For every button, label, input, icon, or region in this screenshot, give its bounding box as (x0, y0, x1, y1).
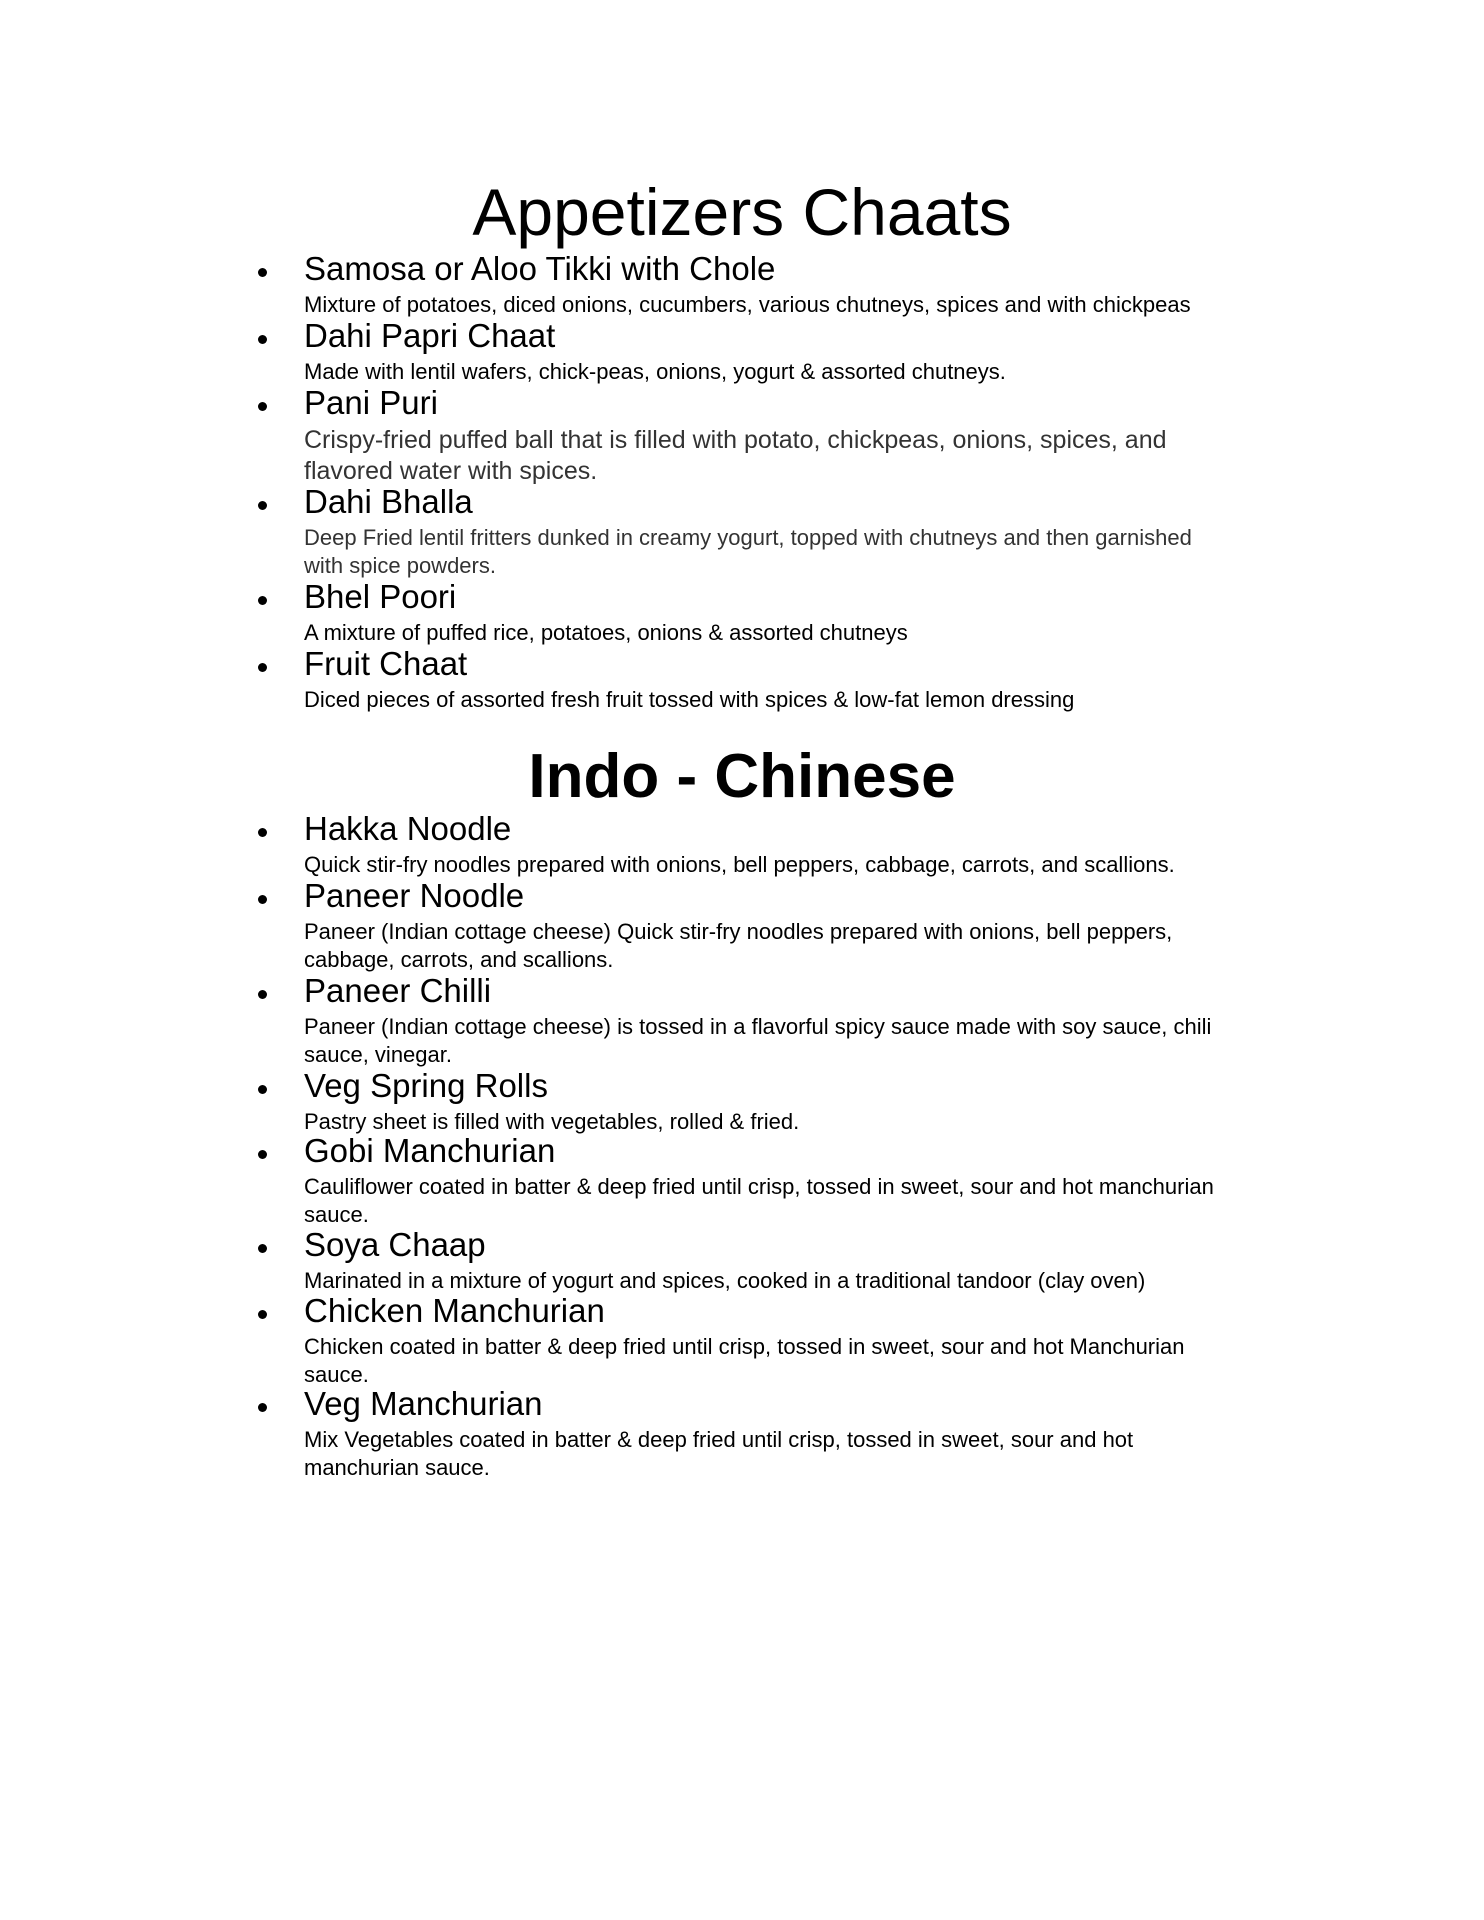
item-description (304, 1013, 1314, 1069)
item-name: Gobi Manchurian (304, 1132, 556, 1169)
bullet-icon (258, 663, 267, 672)
bullet-icon (258, 1244, 267, 1253)
item-description (304, 358, 1314, 386)
item-name: Samosa or Aloo Tikki with Chole (304, 250, 776, 287)
item-description (304, 1173, 1314, 1229)
description-line: Pastry sheet is filled with vegetables, rolled & fried. (304, 1109, 800, 1134)
item-description (304, 1333, 1314, 1389)
description-line: cabbage, carrots, and scallions. (304, 947, 614, 972)
description-line: sauce, vinegar. (304, 1042, 452, 1067)
item-description (304, 686, 1314, 714)
item-description (304, 524, 1314, 580)
description-line: Crispy-fried puffed ball that is filled with potato, chickpeas, onions, spices, and (304, 426, 1167, 454)
item-name: Veg Spring Rolls (304, 1067, 548, 1104)
item-name: Pani Puri (304, 384, 438, 421)
description-line: Mix Vegetables coated in batter & deep fried until crisp, tossed in sweet, sour and hot (304, 1427, 1134, 1452)
description-line: Deep Fried lentil fritters dunked in creamy yogurt, topped with chutneys and then garnished (304, 525, 1192, 550)
item-name: Veg Manchurian (304, 1385, 543, 1422)
item-description (304, 425, 1314, 487)
description-line: Mixture of potatoes, diced onions, cucumbers, various chutneys, spices and with chickpeas (304, 292, 1191, 317)
item-name: Dahi Papri Chaat (304, 317, 556, 354)
bullet-icon (258, 335, 267, 344)
bullet-icon (258, 1150, 267, 1159)
item-description (304, 1426, 1314, 1482)
item-name: Paneer Noodle (304, 877, 525, 914)
item-name: Soya Chaap (304, 1226, 486, 1263)
bullet-icon (258, 828, 267, 837)
item-description (304, 918, 1314, 974)
bullet-icon (258, 1310, 267, 1319)
description-line: Diced pieces of assorted fresh fruit tossed with spices & low-fat lemon dressing (304, 687, 1075, 712)
description-line: Paneer (Indian cottage cheese) Quick stir-fry noodles prepared with onions, bell peppers, (304, 919, 1173, 944)
description-line: with spice powders. (304, 553, 496, 578)
description-line: sauce. (304, 1362, 369, 1387)
item-name: Hakka Noodle (304, 810, 512, 847)
item-name: Bhel Poori (304, 578, 457, 615)
item-description (304, 619, 1314, 647)
item-name: Dahi Bhalla (304, 483, 473, 520)
bullet-icon (258, 895, 267, 904)
bullet-icon (258, 1403, 267, 1412)
description-line: manchurian sauce. (304, 1455, 490, 1480)
bullet-icon (258, 402, 267, 411)
description-line: Quick stir-fry noodles prepared with onions, bell peppers, cabbage, carrots, and scallions. (304, 852, 1175, 877)
item-name: Paneer Chilli (304, 972, 492, 1009)
description-line: sauce. (304, 1202, 369, 1227)
description-line: Made with lentil wafers, chick-peas, onions, yogurt & assorted chutneys. (304, 359, 1006, 384)
item-name: Fruit Chaat (304, 645, 468, 682)
description-line: A mixture of puffed rice, potatoes, onions & assorted chutneys (304, 620, 908, 645)
item-name: Chicken Manchurian (304, 1292, 605, 1329)
bullet-icon (258, 1085, 267, 1094)
description-line: Chicken coated in batter & deep fried until crisp, tossed in sweet, sour and hot Manchurian (304, 1334, 1185, 1359)
description-line: Cauliflower coated in batter & deep fried until crisp, tossed in sweet, sour and hot manchurian (304, 1174, 1214, 1199)
bullet-icon (258, 268, 267, 277)
bullet-icon (258, 501, 267, 510)
item-description (304, 851, 1314, 879)
section-title-indo-chinese: Indo - Chinese (528, 742, 956, 811)
description-line: Marinated in a mixture of yogurt and spices, cooked in a traditional tandoor (clay oven) (304, 1268, 1146, 1293)
item-description (304, 291, 1314, 319)
bullet-icon (258, 990, 267, 999)
section-title-appetizers-chaats: Appetizers Chaats (472, 175, 1012, 249)
description-line: Paneer (Indian cottage cheese) is tossed in a flavorful spicy sauce made with soy sauce, chili (304, 1014, 1212, 1039)
description-line: flavored water with spices. (304, 457, 598, 485)
bullet-icon (258, 596, 267, 605)
